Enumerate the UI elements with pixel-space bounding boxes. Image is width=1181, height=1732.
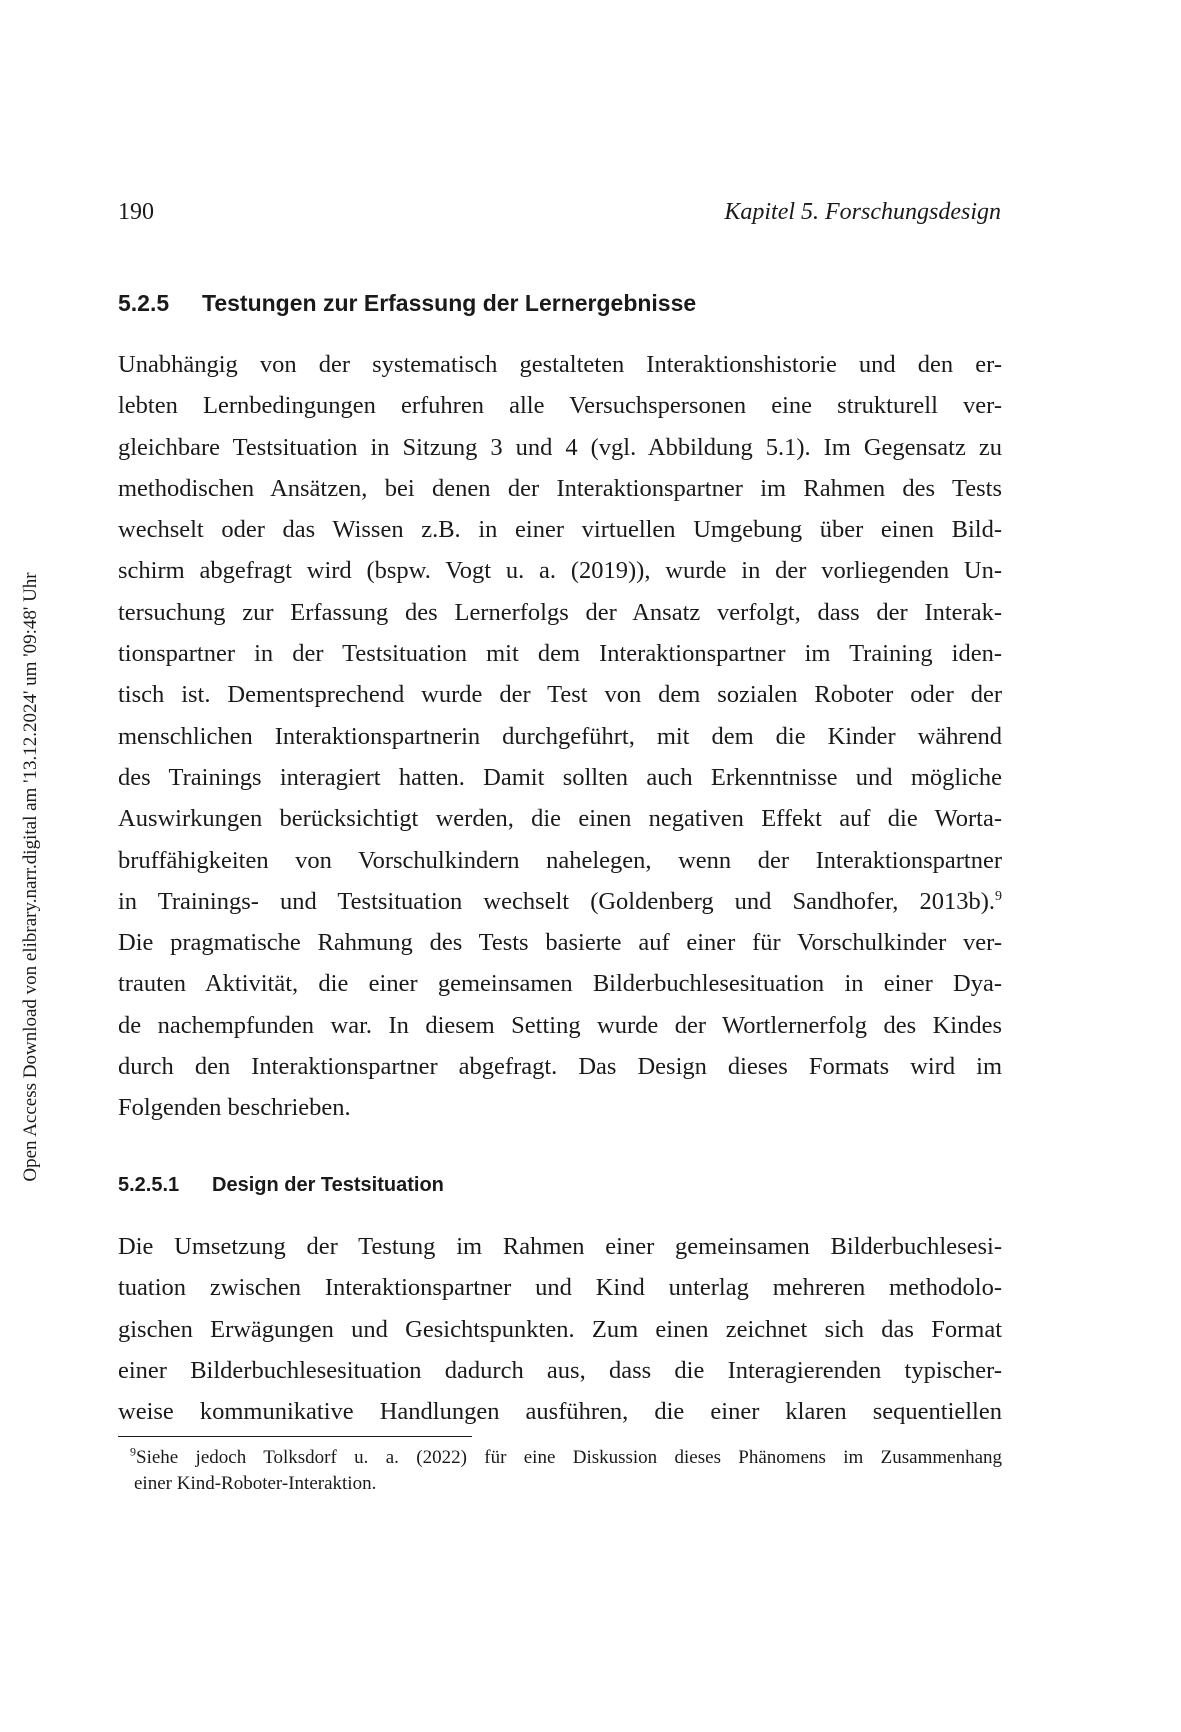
paragraph-line: trauten Aktivität, die einer gemeinsamen Bilderbuchlesesituation in einer Dya- xyxy=(118,970,1002,998)
footnote xyxy=(118,1445,1002,1497)
footnote-text: Siehe jedoch Tolksdorf u. a. (2022) für eine Diskussion dieses Phänomens im Zusammenhang xyxy=(136,1447,1002,1468)
subsection-title: Design der Testsituation xyxy=(212,1174,444,1196)
paragraph-line: tionspartner in der Testsituation mit dem Interaktionspartner im Training iden- xyxy=(118,640,1002,668)
paragraph-line: menschlichen Interaktionspartnerin durchgeführt, mit dem die Kinder während xyxy=(118,722,1002,750)
footnote-line xyxy=(118,1445,1002,1471)
paragraph-line: Auswirkungen berücksichtigt werden, die einen negativen Effekt auf die Worta- xyxy=(118,805,1002,833)
paragraph-line: Unabhängig von der systematisch gestalteten Interaktionshistorie und den er- xyxy=(118,351,1002,378)
paragraph-line: Die pragmatische Rahmung des Tests basierte auf einer für Vorschulkinder ver- xyxy=(118,929,1002,957)
paragraph-line: methodischen Ansätzen, bei denen der Interaktionspartner im Rahmen des Tests xyxy=(118,474,1002,502)
paragraph-line-with-footnote xyxy=(118,881,1002,922)
footnote-number: 9 xyxy=(130,1444,136,1459)
paragraph-line: weise kommunikative Handlungen ausführen, die einer klaren sequentiellen xyxy=(118,1398,1002,1426)
paragraph-1 xyxy=(118,344,1002,1129)
subsection-number: 5.2.5.1 xyxy=(118,1174,180,1196)
section-heading xyxy=(118,288,696,318)
paragraph-line: schirm abgefragt wird (bspw. Vogt u. a. (2019)), wurde in der vorliegenden Un- xyxy=(118,557,1002,585)
paragraph-line: Folgenden beschrieben. xyxy=(118,1094,351,1122)
page-number: 190 xyxy=(118,199,154,225)
paragraph-line: Die Umsetzung der Testung im Rahmen einer gemeinsamen Bilderbuchlesesi- xyxy=(118,1233,1002,1260)
paragraph-line: lebten Lernbedingungen erfuhren alle Versuchspersonen eine strukturell ver- xyxy=(118,392,1002,420)
paragraph-line: tisch ist. Dementsprechend wurde der Test von dem sozialen Roboter oder der xyxy=(118,681,1002,709)
section-title: Testungen zur Erfassung der Lernergebnisse xyxy=(202,290,697,316)
paragraph-line: einer Bilderbuchlesesituation dadurch aus, dass die Interagierenden typischer- xyxy=(118,1356,1002,1384)
paragraph-line: tersuchung zur Erfassung des Lernerfolgs der Ansatz verfolgt, dass der Interak- xyxy=(118,598,1002,626)
paragraph-line: durch den Interaktionspartner abgefragt. Das Design dieses Formats wird im xyxy=(118,1053,1002,1081)
paragraph-line-text: in Trainings- und Testsituation wechselt (Goldenberg und Sandhofer, 2013b). xyxy=(118,887,995,915)
running-title: Kapitel 5. Forschungsdesign xyxy=(724,199,1001,225)
paragraph-line: wechselt oder das Wissen z.B. in einer virtuellen Umgebung über einen Bild- xyxy=(118,516,1002,544)
footnote-marker[interactable]: 9 xyxy=(995,888,1002,904)
paragraph-line: gischen Erwägungen und Gesichtspunkten. Zum einen zeichnet sich das Format xyxy=(118,1315,1002,1343)
section-number: 5.2.5 xyxy=(118,290,170,316)
paragraph-line: tuation zwischen Interaktionspartner und Kind unterlag mehreren methodolo- xyxy=(118,1274,1002,1302)
download-watermark: Open Access Download von elibrary.narr.digital am '13.12.2024' um '09:48' Uhr xyxy=(20,572,41,1182)
footnote-line: einer Kind-Roboter-Interaktion. xyxy=(134,1473,377,1494)
paragraph-line: bruffähigkeiten von Vorschulkindern nahelegen, wenn der Interaktionspartner xyxy=(118,846,1002,874)
paragraph-line: des Trainings interagiert hatten. Damit sollten auch Erkenntnisse und mögliche xyxy=(118,763,1002,791)
paragraph-2 xyxy=(118,1226,1002,1432)
subsection-heading xyxy=(118,1172,444,1198)
footnote-divider xyxy=(118,1436,472,1437)
paragraph-line: gleichbare Testsituation in Sitzung 3 und 4 (vgl. Abbildung 5.1). Im Gegensatz zu xyxy=(118,433,1002,461)
paragraph-line: de nachempfunden war. In diesem Setting wurde der Wortlernerfolg des Kindes xyxy=(118,1011,1002,1039)
